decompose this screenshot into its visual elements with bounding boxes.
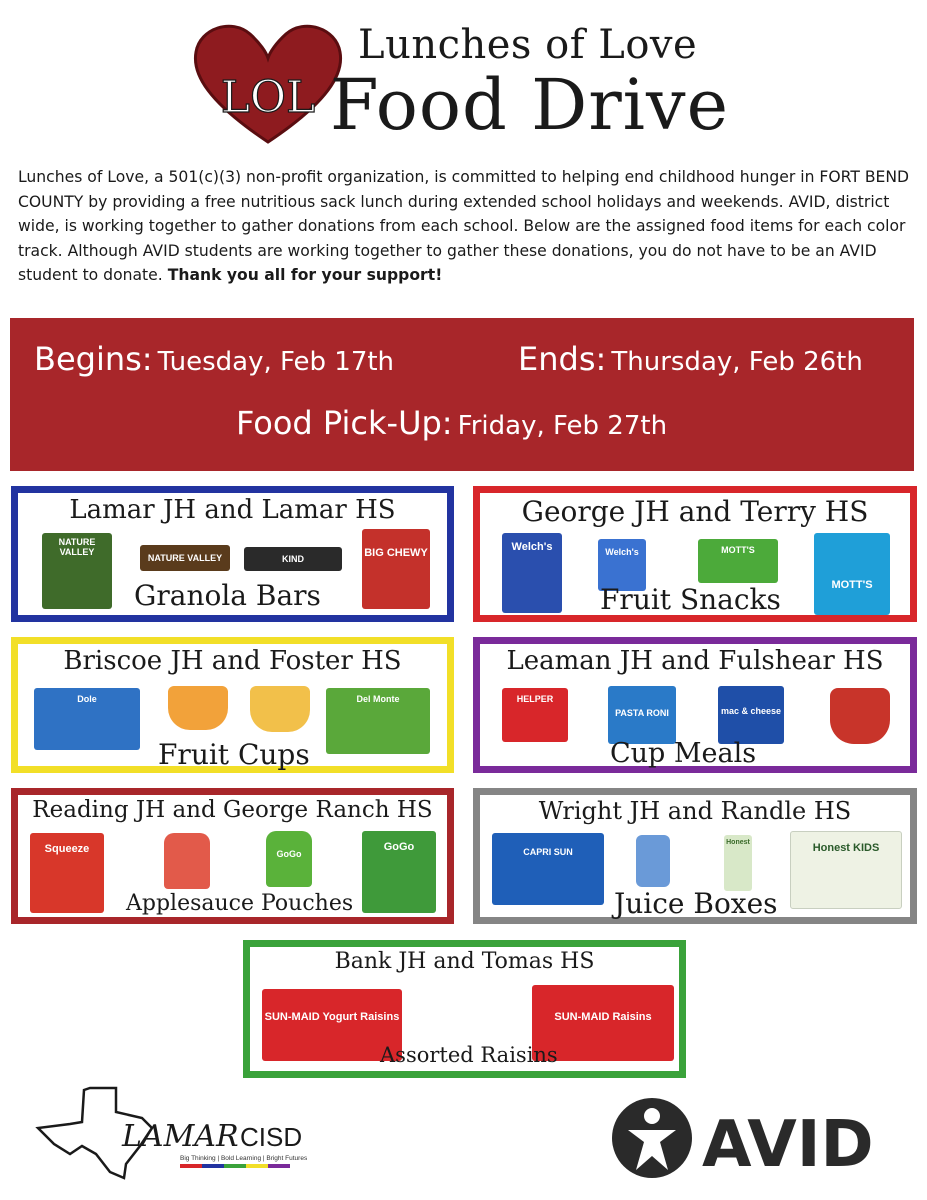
- fruit-cup-image-2: [250, 686, 310, 732]
- pastaroni-cup-image: PASTA RONI: [608, 686, 676, 744]
- begins-value: Tuesday, Feb 17th: [157, 347, 395, 377]
- ends-row: [518, 340, 863, 378]
- gogo-pouch-image: GoGo: [266, 831, 312, 887]
- track-item: Assorted Raisins: [380, 1043, 558, 1067]
- track-yellow: [11, 637, 454, 773]
- track-item: Granola Bars: [134, 579, 321, 612]
- heart-logo: [188, 14, 348, 149]
- title-line1: Lunches of Love: [358, 22, 698, 68]
- track-schools: Bank JH and Tomas HS: [334, 949, 595, 974]
- motts-box-image: MOTT'S: [814, 533, 890, 615]
- track-schools: George JH and Terry HS: [521, 495, 869, 528]
- track-red: [473, 486, 917, 622]
- yogurt-raisins-box-image: SUN-MAID Yogurt Raisins: [262, 989, 402, 1061]
- motts-pouches-image: MOTT'S: [698, 539, 778, 583]
- sunmaid-raisins-box-image: SUN-MAID Raisins: [532, 985, 674, 1061]
- gogo-box-image: GoGo: [362, 831, 436, 913]
- track-gray: [473, 788, 917, 924]
- track-blue: [11, 486, 454, 622]
- applesauce-pouch-image: [164, 833, 210, 889]
- avid-wordmark: AVID: [702, 1108, 874, 1182]
- thanks-text: Thank you all for your support!: [167, 266, 443, 284]
- intro-text: Lunches of Love, a 501(c)(3) non-profit organization, is committed to helping end childhood hunger in FORT BEND COUNTY by providing a free nutritious sack lunch during extended school holidays and weekends. AVID, district wide, is working together to gather donations from each school. Below are the assigned food items for each color track. Although AVID students are working together to gather these donations, you do not have to be an AVID student to donate.: [18, 168, 910, 284]
- track-item: Cup Meals: [610, 738, 757, 769]
- track-item: Juice Boxes: [614, 887, 778, 920]
- fruit-cup-image: [168, 686, 228, 730]
- track-schools: Briscoe JH and Foster HS: [63, 646, 402, 676]
- ends-label: Ends:: [518, 340, 607, 378]
- chewy-box-image: BIG CHEWY: [362, 529, 430, 609]
- track-item: Fruit Cups: [158, 738, 310, 771]
- track-schools: Reading JH and George Ranch HS: [32, 797, 433, 823]
- honest-kids-box-image: Honest KIDS: [790, 831, 902, 909]
- track-item: Applesauce Pouches: [126, 891, 354, 916]
- pickup-row: [236, 404, 667, 442]
- delmonte-cups-image: Del Monte: [326, 688, 430, 754]
- pickup-label: Food Pick-Up:: [236, 404, 453, 442]
- track-schools: Lamar JH and Lamar HS: [69, 495, 396, 525]
- granola-box-image: NATURE VALLEY: [42, 533, 112, 609]
- begins-row: [34, 340, 394, 378]
- track-maroon: [11, 788, 454, 924]
- lamar-cisd-logo: [30, 1082, 330, 1182]
- logo-lol-text: LOL: [220, 72, 316, 123]
- pickup-value: Friday, Feb 27th: [457, 411, 668, 441]
- granola-bar-image: NATURE VALLEY: [140, 545, 230, 571]
- begins-label: Begins:: [34, 340, 153, 378]
- avid-logo: [606, 1090, 906, 1186]
- welchs-box-image: Welch's: [502, 533, 562, 613]
- title-line2: Food Drive: [330, 64, 730, 146]
- color-stripe: [224, 1164, 246, 1168]
- intro-paragraph: [18, 165, 913, 288]
- track-schools: Wright JH and Randle HS: [538, 797, 852, 825]
- kind-bar-image: KIND: [244, 547, 342, 571]
- color-stripe: [202, 1164, 224, 1168]
- track-schools: Leaman JH and Fulshear HS: [506, 646, 884, 676]
- track-item: Fruit Snacks: [600, 583, 781, 616]
- cisd-wordmark: CISD: [240, 1122, 303, 1152]
- color-stripe: [180, 1164, 202, 1168]
- soup-bowl-image: [830, 688, 890, 744]
- capri-sun-box-image: CAPRI SUN: [492, 833, 604, 905]
- track-green: [243, 940, 686, 1078]
- lamar-wordmark: LAMAR: [122, 1119, 239, 1154]
- welchs-pouch-image: Welch's: [598, 539, 646, 591]
- honest-juice-box-image: Honest: [724, 835, 752, 891]
- helper-cup-image: HELPER: [502, 688, 568, 742]
- lamar-tagline: Big Thinking | Bold Learning | Bright Futures: [180, 1155, 308, 1162]
- date-banner: [10, 318, 914, 471]
- mac-cheese-cup-image: mac & cheese: [718, 686, 784, 744]
- track-purple: [473, 637, 917, 773]
- dole-cups-image: Dole: [34, 688, 140, 750]
- color-stripe: [246, 1164, 268, 1168]
- squeeze-box-image: Squeeze: [30, 833, 104, 913]
- capri-sun-pouch-image: [636, 835, 670, 887]
- ends-value: Thursday, Feb 26th: [611, 347, 863, 377]
- color-stripe: [268, 1164, 290, 1168]
